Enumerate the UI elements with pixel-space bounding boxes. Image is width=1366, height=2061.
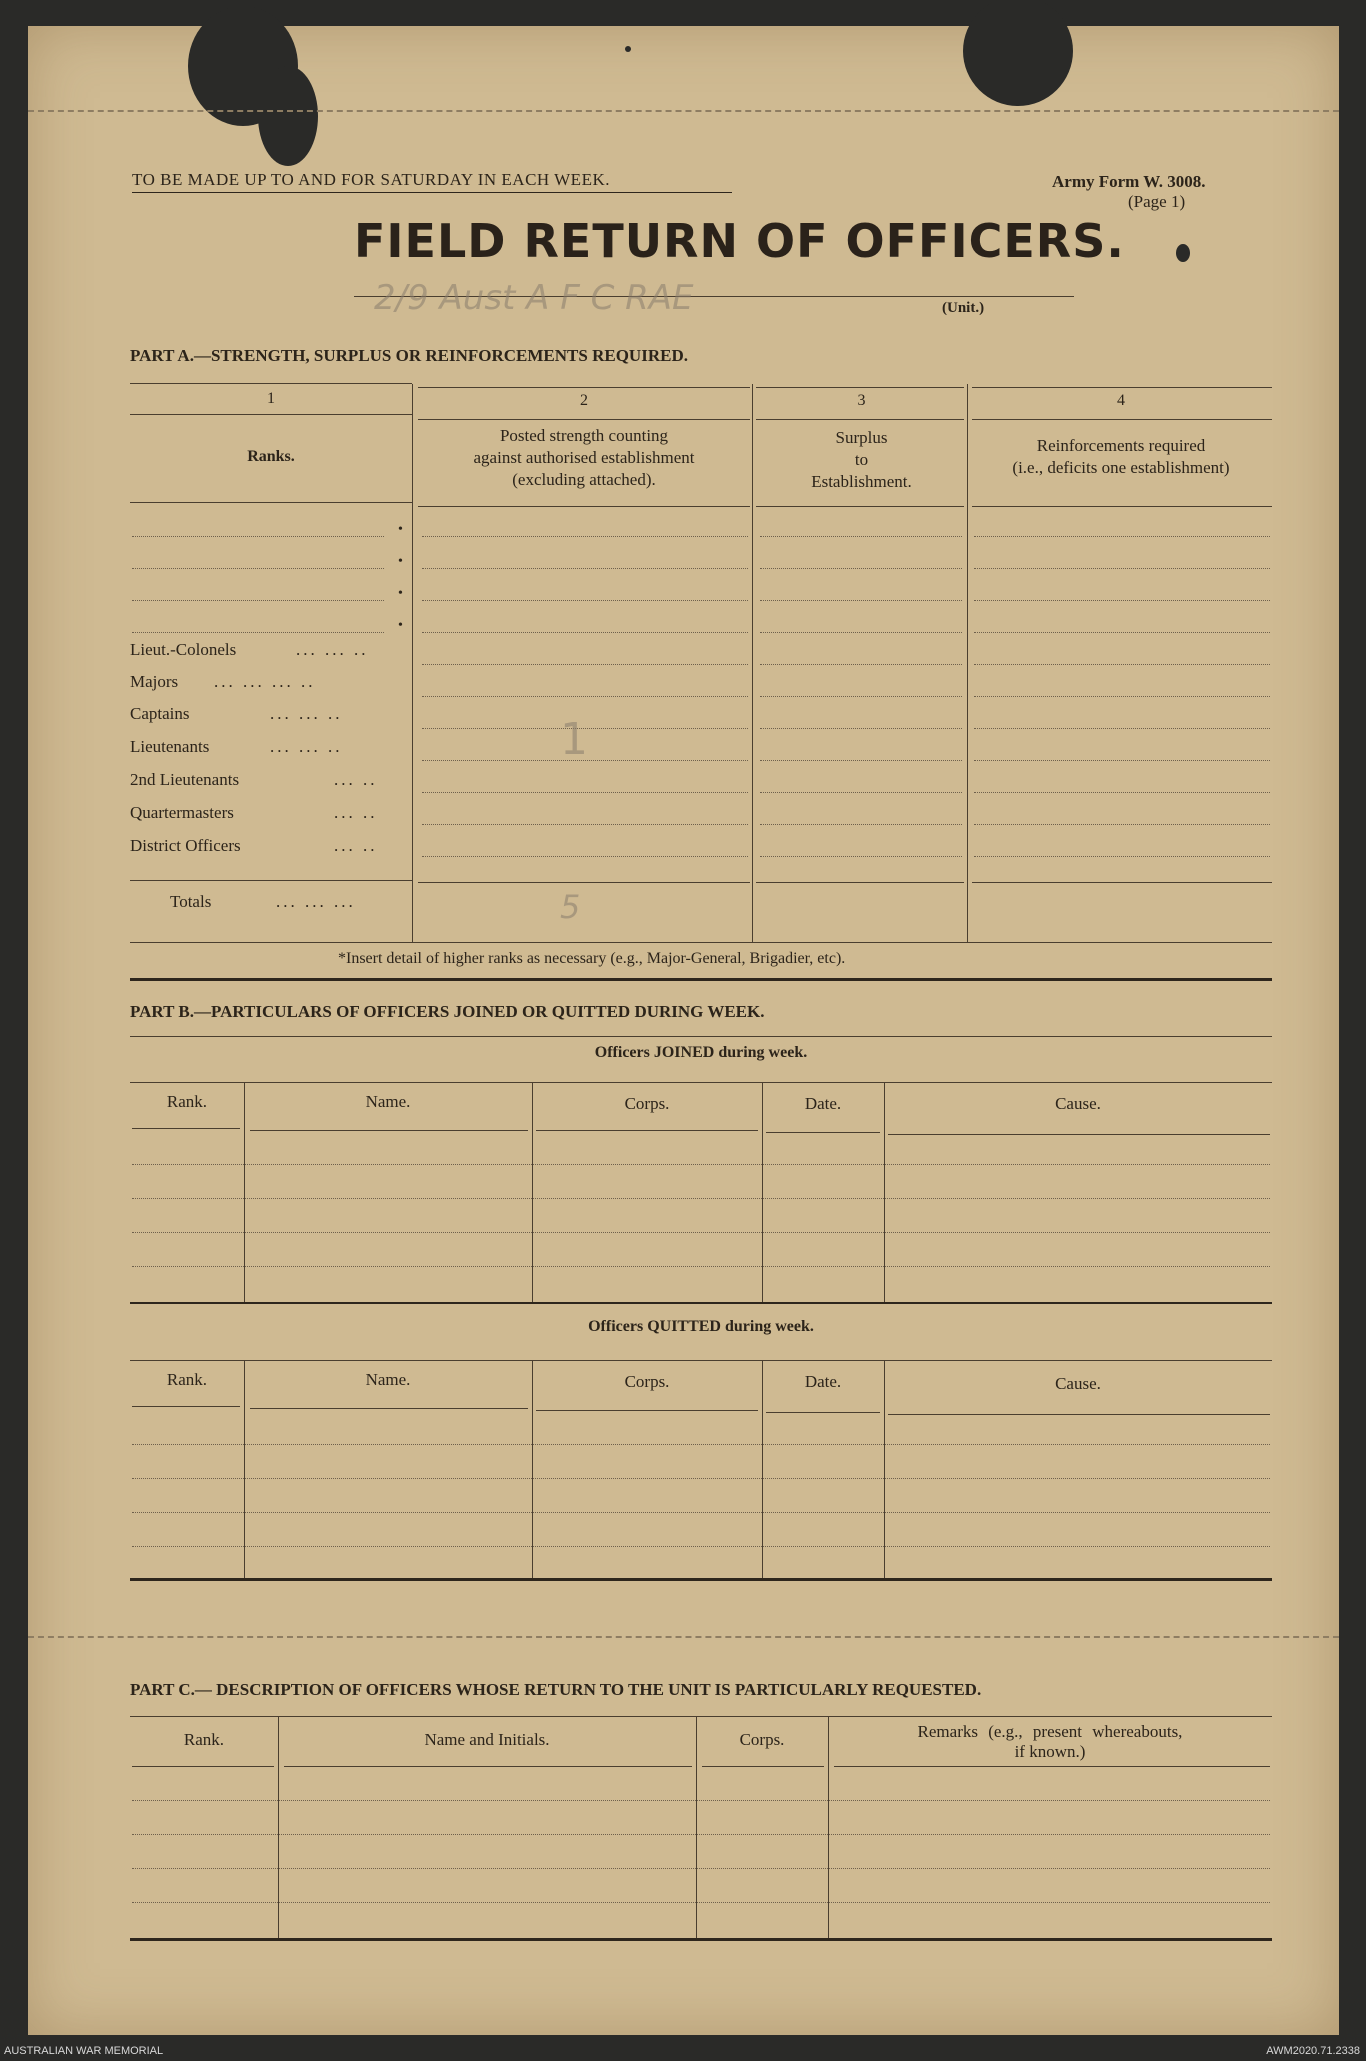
part-a-number-rule-3 [756, 419, 964, 420]
form-page: (Page 1) [1128, 192, 1186, 211]
col2-row-line-4 [422, 632, 748, 633]
asterisk-dot-2: • [398, 554, 403, 569]
col-header-surplus-2: to [854, 450, 869, 469]
quitted-col-rank: Rank. [166, 1370, 208, 1389]
instruction-line: TO BE MADE UP TO AND FOR SATURDAY IN EACH WEEK. [132, 170, 610, 189]
rank-quartermasters-leader: ... .. [334, 803, 378, 822]
quitted-col-corps: Corps. [624, 1372, 670, 1391]
rank-lieut-colonels: Lieut.-Colonels [130, 640, 237, 659]
col3-row-line-11 [760, 856, 962, 857]
part-c-col-remarks-1: Remarks (e.g., present whereabouts, [917, 1722, 1183, 1741]
instruction-underline [132, 192, 732, 193]
quitted-col-name: Name. [365, 1370, 411, 1389]
part-a-top-rule-2 [418, 387, 750, 388]
col3-row-line-7 [760, 728, 962, 729]
part-c-row-4 [132, 1902, 1270, 1903]
quitted-header-rule-5 [888, 1414, 1270, 1415]
joined-col-rank: Rank. [166, 1092, 208, 1111]
part-c-top-rule [130, 1716, 1272, 1717]
handwritten-total: 5 [560, 888, 581, 926]
asterisk-dot-1: • [398, 522, 403, 537]
joined-row-4 [132, 1266, 1270, 1267]
joined-header-rule-4 [766, 1132, 880, 1133]
col3-row-line-3 [760, 600, 962, 601]
joined-end-rule [130, 1302, 1272, 1304]
perforation-top [28, 110, 1339, 112]
joined-col-name: Name. [365, 1092, 411, 1111]
perforation-middle [28, 1636, 1339, 1638]
quitted-col-date: Date. [804, 1372, 842, 1391]
quitted-end-rule [130, 1578, 1272, 1581]
col-header-reinforce-2: (i.e., deficits one establishment) [1012, 458, 1230, 477]
quitted-header-rule-2 [250, 1408, 528, 1409]
joined-col-div-2 [532, 1082, 533, 1302]
joined-top-rule [130, 1082, 1272, 1083]
rank-district-officers: District Officers [130, 836, 241, 855]
part-c-end-rule [130, 1938, 1272, 1941]
col4-row-line-4 [974, 632, 1270, 633]
part-c-header-rule-2 [284, 1766, 692, 1767]
quitted-row-4 [132, 1546, 1270, 1547]
col3-row-line-8 [760, 760, 962, 761]
col4-row-line-10 [974, 824, 1270, 825]
col-header-surplus-1: Surplus [835, 428, 888, 447]
col-number-4: 4 [1117, 392, 1125, 409]
unit-label: (Unit.) [942, 300, 985, 316]
rank-2nd-lieutenants: 2nd Lieutenants [130, 770, 240, 789]
part-a-header-rule-2 [418, 506, 750, 507]
torn-edge-right [963, 0, 1073, 106]
quitted-row-3 [132, 1512, 1270, 1513]
quitted-col-cause: Cause. [1055, 1374, 1101, 1393]
rank-lieutenants: Lieutenants [130, 737, 210, 756]
joined-col-date: Date. [804, 1094, 842, 1113]
joined-col-corps: Corps. [624, 1094, 670, 1113]
totals-rule-2 [418, 882, 750, 883]
asterisk-dot-4: • [398, 618, 403, 633]
rank-majors-leader: ... ... ... .. [214, 672, 316, 691]
footer-accession: AWM2020.71.2338 [1266, 2045, 1360, 2057]
part-a-col-divider-3 [967, 384, 968, 942]
joined-col-cause: Cause. [1055, 1094, 1101, 1113]
joined-col-div-4 [884, 1082, 885, 1302]
part-a-number-rule-1 [130, 414, 412, 415]
joined-row-3 [132, 1232, 1270, 1233]
quitted-top-rule [130, 1360, 1272, 1361]
joined-heading: Officers JOINED during week. [594, 1044, 808, 1061]
part-c-col-remarks-2: if known.) [1014, 1742, 1086, 1761]
col4-row-line-7 [974, 728, 1270, 729]
joined-col-div-3 [762, 1082, 763, 1302]
joined-header-rule-2 [250, 1130, 528, 1131]
col2-row-line-11 [422, 856, 748, 857]
blank-rank-line-3 [132, 600, 384, 601]
col3-row-line-2 [760, 568, 962, 569]
totals-rule-3 [756, 882, 964, 883]
quitted-header-rule-4 [766, 1412, 880, 1413]
totals-rule-4 [972, 882, 1272, 883]
part-c-row-3 [132, 1868, 1270, 1869]
col2-row-line-9 [422, 792, 748, 793]
col3-row-line-10 [760, 824, 962, 825]
small-spot [625, 46, 631, 52]
joined-header-rule-1 [132, 1128, 240, 1129]
col4-row-line-2 [974, 568, 1270, 569]
part-a-header-rule-1 [130, 502, 412, 503]
part-b-heading: PART B.—PARTICULARS OF OFFICERS JOINED OR QUITTED DURING WEEK. [130, 1002, 765, 1021]
page-title: FIELD RETURN OF OFFICERS. [354, 214, 1125, 268]
part-a-top-rule-3 [756, 387, 964, 388]
totals-leader: ... ... ... [276, 892, 356, 911]
col3-row-line-1 [760, 536, 962, 537]
col2-row-line-2 [422, 568, 748, 569]
quitted-heading: Officers QUITTED during week. [588, 1318, 814, 1335]
part-c-header-rule-1 [132, 1766, 274, 1767]
footnote-rule [130, 942, 1272, 943]
col-header-surplus-3: Establishment. [811, 472, 912, 491]
part-a-top-rule-1 [130, 383, 412, 384]
document-page [28, 26, 1339, 2035]
quitted-header-rule-1 [132, 1406, 240, 1407]
torn-edge-notch [258, 66, 318, 166]
rank-quartermasters: Quartermasters [130, 803, 234, 822]
col2-row-line-1 [422, 536, 748, 537]
col4-row-line-11 [974, 856, 1270, 857]
part-a-end-rule [130, 978, 1272, 981]
part-a-footnote: *Insert detail of higher ranks as necessary (e.g., Major-General, Brigadier, etc). [338, 950, 846, 967]
rank-captains: Captains [130, 704, 190, 723]
blank-rank-line-2 [132, 568, 384, 569]
blank-rank-line-1 [132, 536, 384, 537]
col-header-posted-2: against authorised establishment [473, 448, 695, 467]
joined-row-1 [132, 1164, 1270, 1165]
part-c-header-rule-3 [702, 1766, 824, 1767]
col4-row-line-9 [974, 792, 1270, 793]
joined-col-div-1 [244, 1082, 245, 1302]
part-c-col-name: Name and Initials. [424, 1730, 550, 1749]
part-a-header-rule-4 [972, 506, 1272, 507]
joined-header-rule-5 [888, 1134, 1270, 1135]
footer-credit: AUSTRALIAN WAR MEMORIAL [4, 2045, 164, 2057]
col3-row-line-4 [760, 632, 962, 633]
col-header-posted-3: (excluding attached). [512, 470, 656, 489]
part-c-col-rank: Rank. [183, 1730, 225, 1749]
form-number: Army Form W. 3008. [1052, 172, 1206, 191]
asterisk-dot-3: • [398, 586, 403, 601]
joined-row-2 [132, 1198, 1270, 1199]
col-header-reinforce-1: Reinforcements required [1036, 436, 1206, 455]
quitted-header-rule-3 [536, 1410, 758, 1411]
part-c-row-2 [132, 1834, 1270, 1835]
part-c-col-corps: Corps. [739, 1730, 785, 1749]
col3-row-line-9 [760, 792, 962, 793]
part-a-number-rule-2 [418, 419, 750, 420]
quitted-row-1 [132, 1444, 1270, 1445]
col4-row-line-1 [974, 536, 1270, 537]
col-number-2: 2 [580, 392, 588, 409]
joined-header-rule-3 [536, 1130, 758, 1131]
col4-row-line-5 [974, 664, 1270, 665]
rank-lieut-colonels-leader: ... ... .. [296, 640, 369, 659]
part-a-header-rule-3 [756, 506, 964, 507]
rank-captains-leader: ... ... .. [270, 704, 343, 723]
col-number-3: 3 [857, 392, 866, 409]
col4-row-line-6 [974, 696, 1270, 697]
handwritten-entry: 1 [560, 714, 588, 765]
blank-rank-line-4 [132, 632, 384, 633]
col4-row-line-3 [974, 600, 1270, 601]
part-a-number-rule-4 [972, 419, 1272, 420]
col2-row-line-5 [422, 664, 748, 665]
col4-row-line-8 [974, 760, 1270, 761]
part-c-header-rule-4 [834, 1766, 1270, 1767]
part-a-heading: PART A.—STRENGTH, SURPLUS OR REINFORCEMENTS REQUIRED. [130, 346, 688, 365]
part-a-col-divider-2 [752, 384, 753, 942]
col-number-1: 1 [267, 390, 275, 407]
part-a-top-rule-4 [972, 387, 1272, 388]
part-c-heading: PART C.— DESCRIPTION OF OFFICERS WHOSE RETURN TO THE UNIT IS PARTICULARLY REQUESTED. [130, 1680, 982, 1699]
col2-row-line-10 [422, 824, 748, 825]
rank-lieutenants-leader: ... ... .. [270, 737, 343, 756]
col3-row-line-6 [760, 696, 962, 697]
part-a-col-divider-1 [412, 384, 413, 942]
rank-majors: Majors [130, 672, 179, 691]
hole-mark [1176, 244, 1190, 262]
totals-rule-1 [130, 880, 412, 881]
col2-row-line-6 [422, 696, 748, 697]
part-b-heading-rule [130, 1036, 1272, 1037]
col2-row-line-3 [422, 600, 748, 601]
rank-district-officers-leader: ... .. [334, 836, 378, 855]
part-c-row-1 [132, 1800, 1270, 1801]
col3-row-line-5 [760, 664, 962, 665]
totals-label: Totals [170, 892, 212, 911]
rank-2nd-lieutenants-leader: ... .. [334, 770, 378, 789]
quitted-row-2 [132, 1478, 1270, 1479]
unit-handwritten: 2/9 Aust A F C RAE [374, 278, 694, 318]
col-header-posted-1: Posted strength counting [499, 426, 669, 445]
col-header-ranks: Ranks. [247, 448, 295, 465]
